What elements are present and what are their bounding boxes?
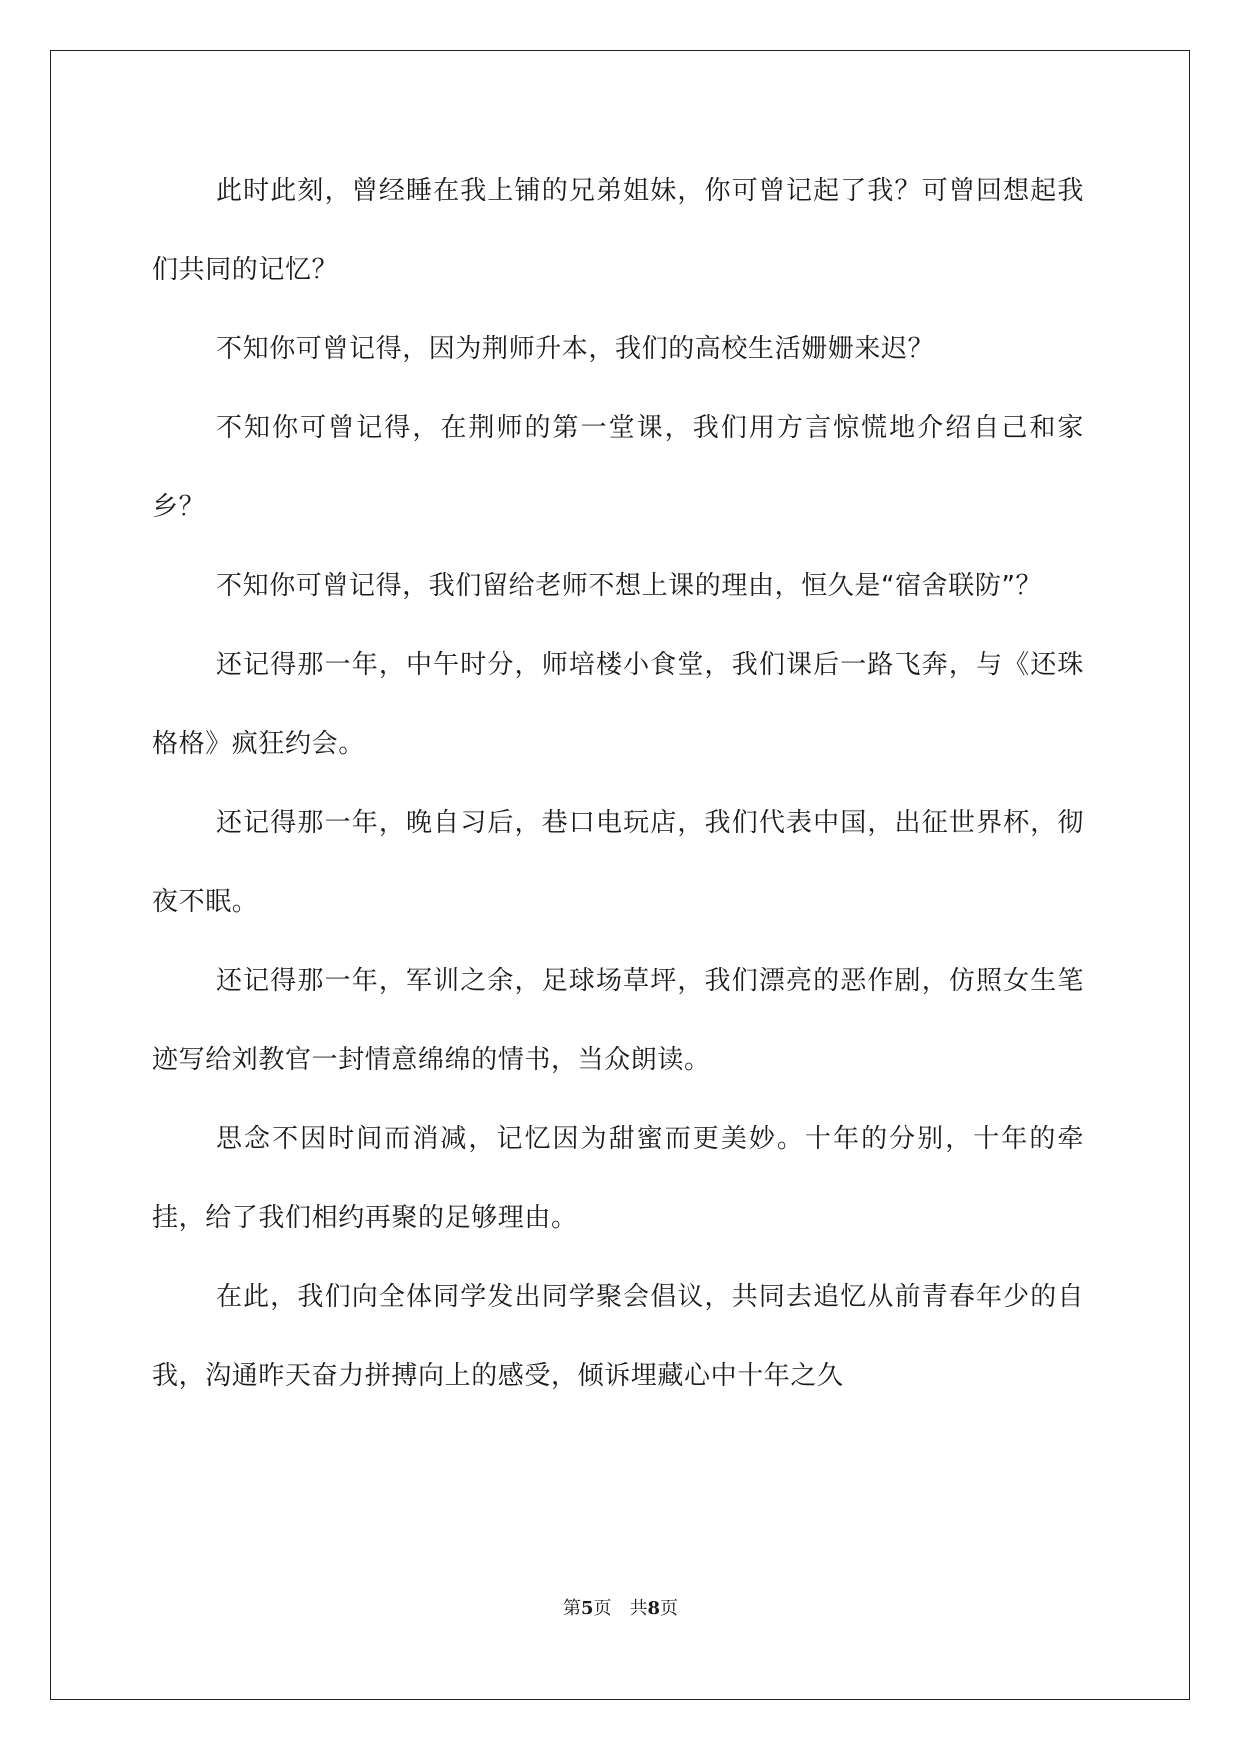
page-current: 5: [580, 1598, 594, 1619]
paragraph-4: 不知你可曾记得，我们留给老师不想上课的理由，恒久是“宿舍联防”？: [216, 571, 1043, 601]
paragraph-7: 还记得那一年，军训之余，足球场草坪，我们漂亮的恶作剧，仿照女生笔迹写给刘教官一封情意绵绵的情书，当众朗读。: [152, 966, 1084, 1075]
page-total: 8: [647, 1598, 661, 1619]
paragraph-8: 思念不因时间而消减，记忆因为甜蜜而更美妙。十年的分别，十年的牵挂，给了我们相约再聚的足够理由。: [152, 1124, 1084, 1233]
paragraph-1: 此时此刻，曾经睡在我上铺的兄弟姐妹，你可曾记起了我？可曾回想起我们共同的记忆？: [152, 176, 1084, 285]
page-number-footer: [0, 1594, 1241, 1620]
paragraph-3: 不知你可曾记得，在荆师的第一堂课，我们用方言惊慌地介绍自己和家乡？: [152, 413, 1084, 522]
page-prefix: 第: [562, 1598, 581, 1619]
page-suffix: 页: [660, 1598, 679, 1619]
document-body: [152, 152, 1084, 1416]
paragraph-6: 还记得那一年，晚自习后，巷口电玩店，我们代表中国，出征世界杯，彻夜不眠。: [152, 808, 1084, 917]
paragraph-5: 还记得那一年，中午时分，师培楼小食堂，我们课后一路飞奔，与《还珠格格》疯狂约会。: [152, 650, 1084, 759]
paragraph-9: 在此，我们向全体同学发出同学聚会倡议，共同去追忆从前青春年少的自我，沟通昨天奋力拼搏向上的感受，倾诉埋藏心中十年之久: [152, 1282, 1084, 1391]
paragraph-2: 不知你可曾记得，因为荆师升本，我们的高校生活姗姗来迟？: [216, 334, 935, 364]
page-mid: 页 共: [593, 1598, 648, 1619]
